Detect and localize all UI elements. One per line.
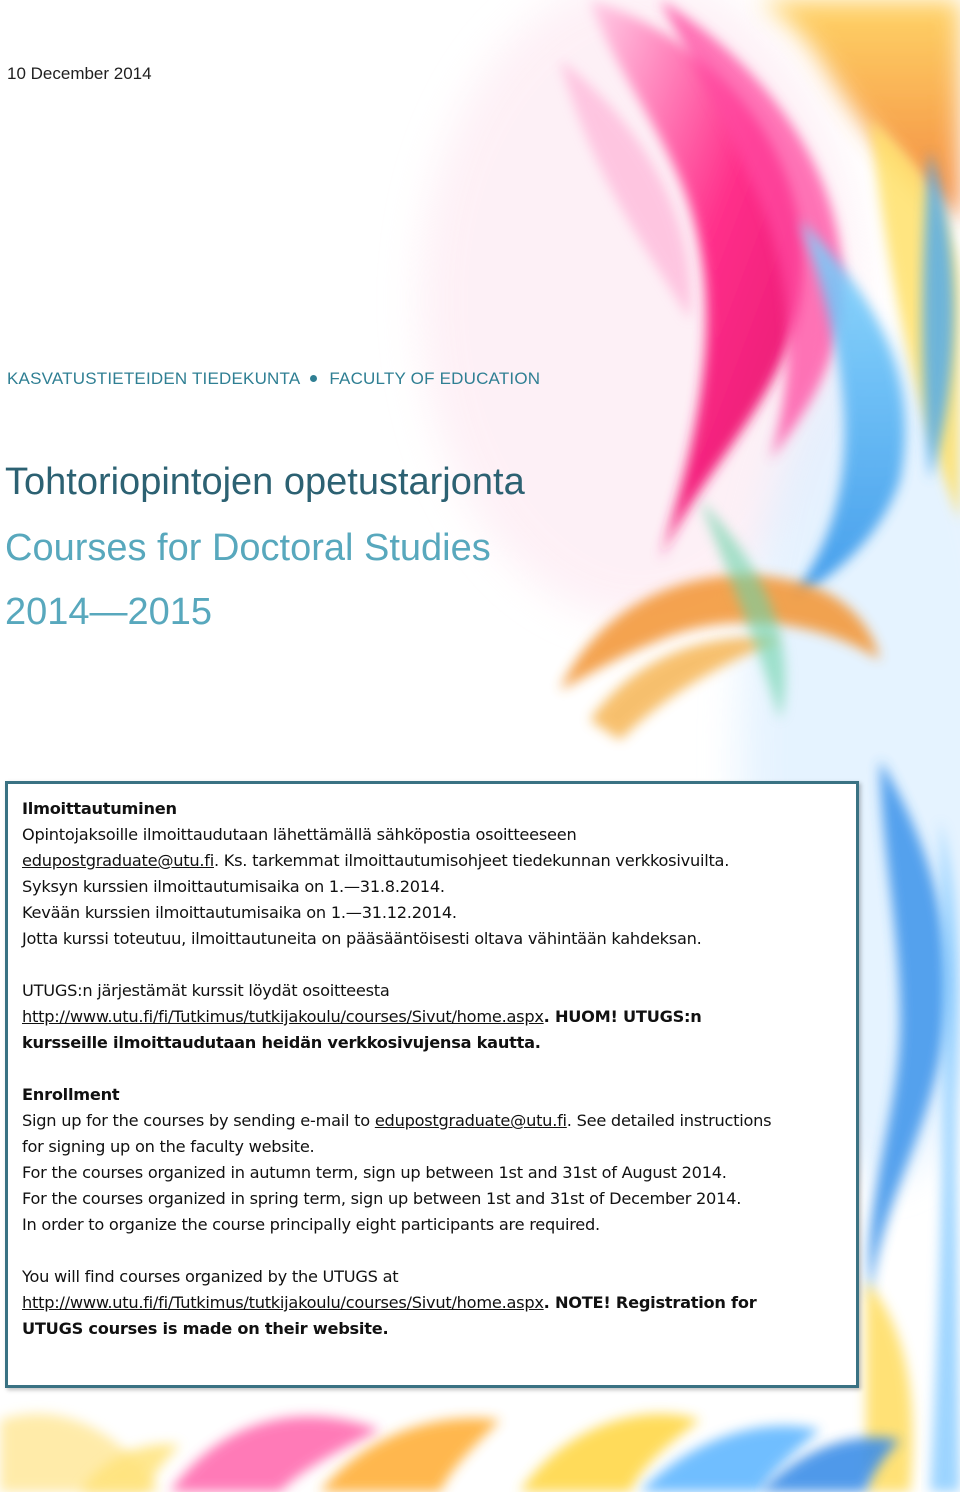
title-finnish: Tohtoriopintojen opetustarjonta: [5, 461, 525, 503]
document-date: 10 December 2014: [7, 64, 152, 83]
spacer: [22, 1238, 856, 1264]
fi-utugs-note-a: . HUOM! UTUGS:n: [543, 1007, 702, 1026]
fi-utugs-intro: UTUGS:n järjestämät kurssit löydät osoitteesta: [22, 981, 390, 1000]
en-utugs-line: [22, 1290, 856, 1316]
fi-minimum-participants: Jotta kurssi toteutuu, ilmoittautuneita on pääsääntöisesti oltava vähintään kahdeksan.: [22, 929, 702, 948]
fi-spring-period: Kevään kurssien ilmoittautumisaika on 1.—31.12.2014.: [22, 903, 457, 922]
en-line-1-a: Sign up for the courses by sending e-mail to: [22, 1111, 375, 1130]
spacer: [22, 1056, 856, 1082]
enrollment-info-box: [5, 781, 859, 1388]
en-utugs-link[interactable]: http://www.utu.fi/fi/Tutkimus/tutkijakoulu/courses/Sivut/home.aspx: [22, 1293, 544, 1312]
heading-finnish: Ilmoittautuminen: [22, 799, 177, 818]
fi-line-2-rest: . Ks. tarkemmat ilmoittautumisohjeet tiedekunnan verkkosivuilta.: [213, 851, 730, 870]
fi-line-2: [22, 848, 856, 874]
faculty-line: [7, 369, 540, 389]
title-english: Courses for Doctoral Studies: [5, 527, 491, 569]
faculty-name-fi: KASVATUSTIETEIDEN TIEDEKUNTA: [7, 369, 301, 388]
heading-english: Enrollment: [22, 1085, 120, 1104]
en-utugs-note-a: . NOTE! Registration for: [543, 1293, 757, 1312]
faculty-name-en: FACULTY OF EDUCATION: [329, 369, 541, 388]
en-minimum-participants: In order to organize the course principally eight participants are required.: [22, 1215, 600, 1234]
fi-utugs-link[interactable]: http://www.utu.fi/fi/Tutkimus/tutkijakoulu/courses/Sivut/home.aspx: [22, 1007, 544, 1026]
bullet-dot-icon: [310, 375, 317, 382]
en-utugs-note-b: UTUGS courses is made on their website.: [22, 1319, 389, 1338]
en-line-1-b: . See detailed instructions: [566, 1111, 772, 1130]
fi-email-link[interactable]: edupostgraduate@utu.fi: [22, 851, 214, 870]
en-line-2: for signing up on the faculty website.: [22, 1137, 315, 1156]
fi-utugs-line: [22, 1004, 856, 1030]
en-email-link[interactable]: edupostgraduate@utu.fi: [374, 1111, 567, 1130]
fi-line-1: Opintojaksoille ilmoittaudutaan lähettämällä sähköpostia osoitteeseen: [22, 825, 577, 844]
fi-autumn-period: Syksyn kurssien ilmoittautumisaika on 1.—31.8.2014.: [22, 877, 445, 896]
en-spring-period: For the courses organized in spring term, sign up between 1st and 31st of December 2014.: [22, 1189, 742, 1208]
title-years: 2014—2015: [5, 591, 213, 633]
en-utugs-intro: You will find courses organized by the UTUGS at: [22, 1267, 399, 1286]
spacer: [22, 952, 856, 978]
en-autumn-period: For the courses organized in autumn term, sign up between 1st and 31st of August 2014.: [22, 1163, 727, 1182]
fi-utugs-note-b: kursseille ilmoittaudutaan heidän verkkosivujensa kautta.: [22, 1033, 541, 1052]
en-line-1: [22, 1108, 856, 1134]
